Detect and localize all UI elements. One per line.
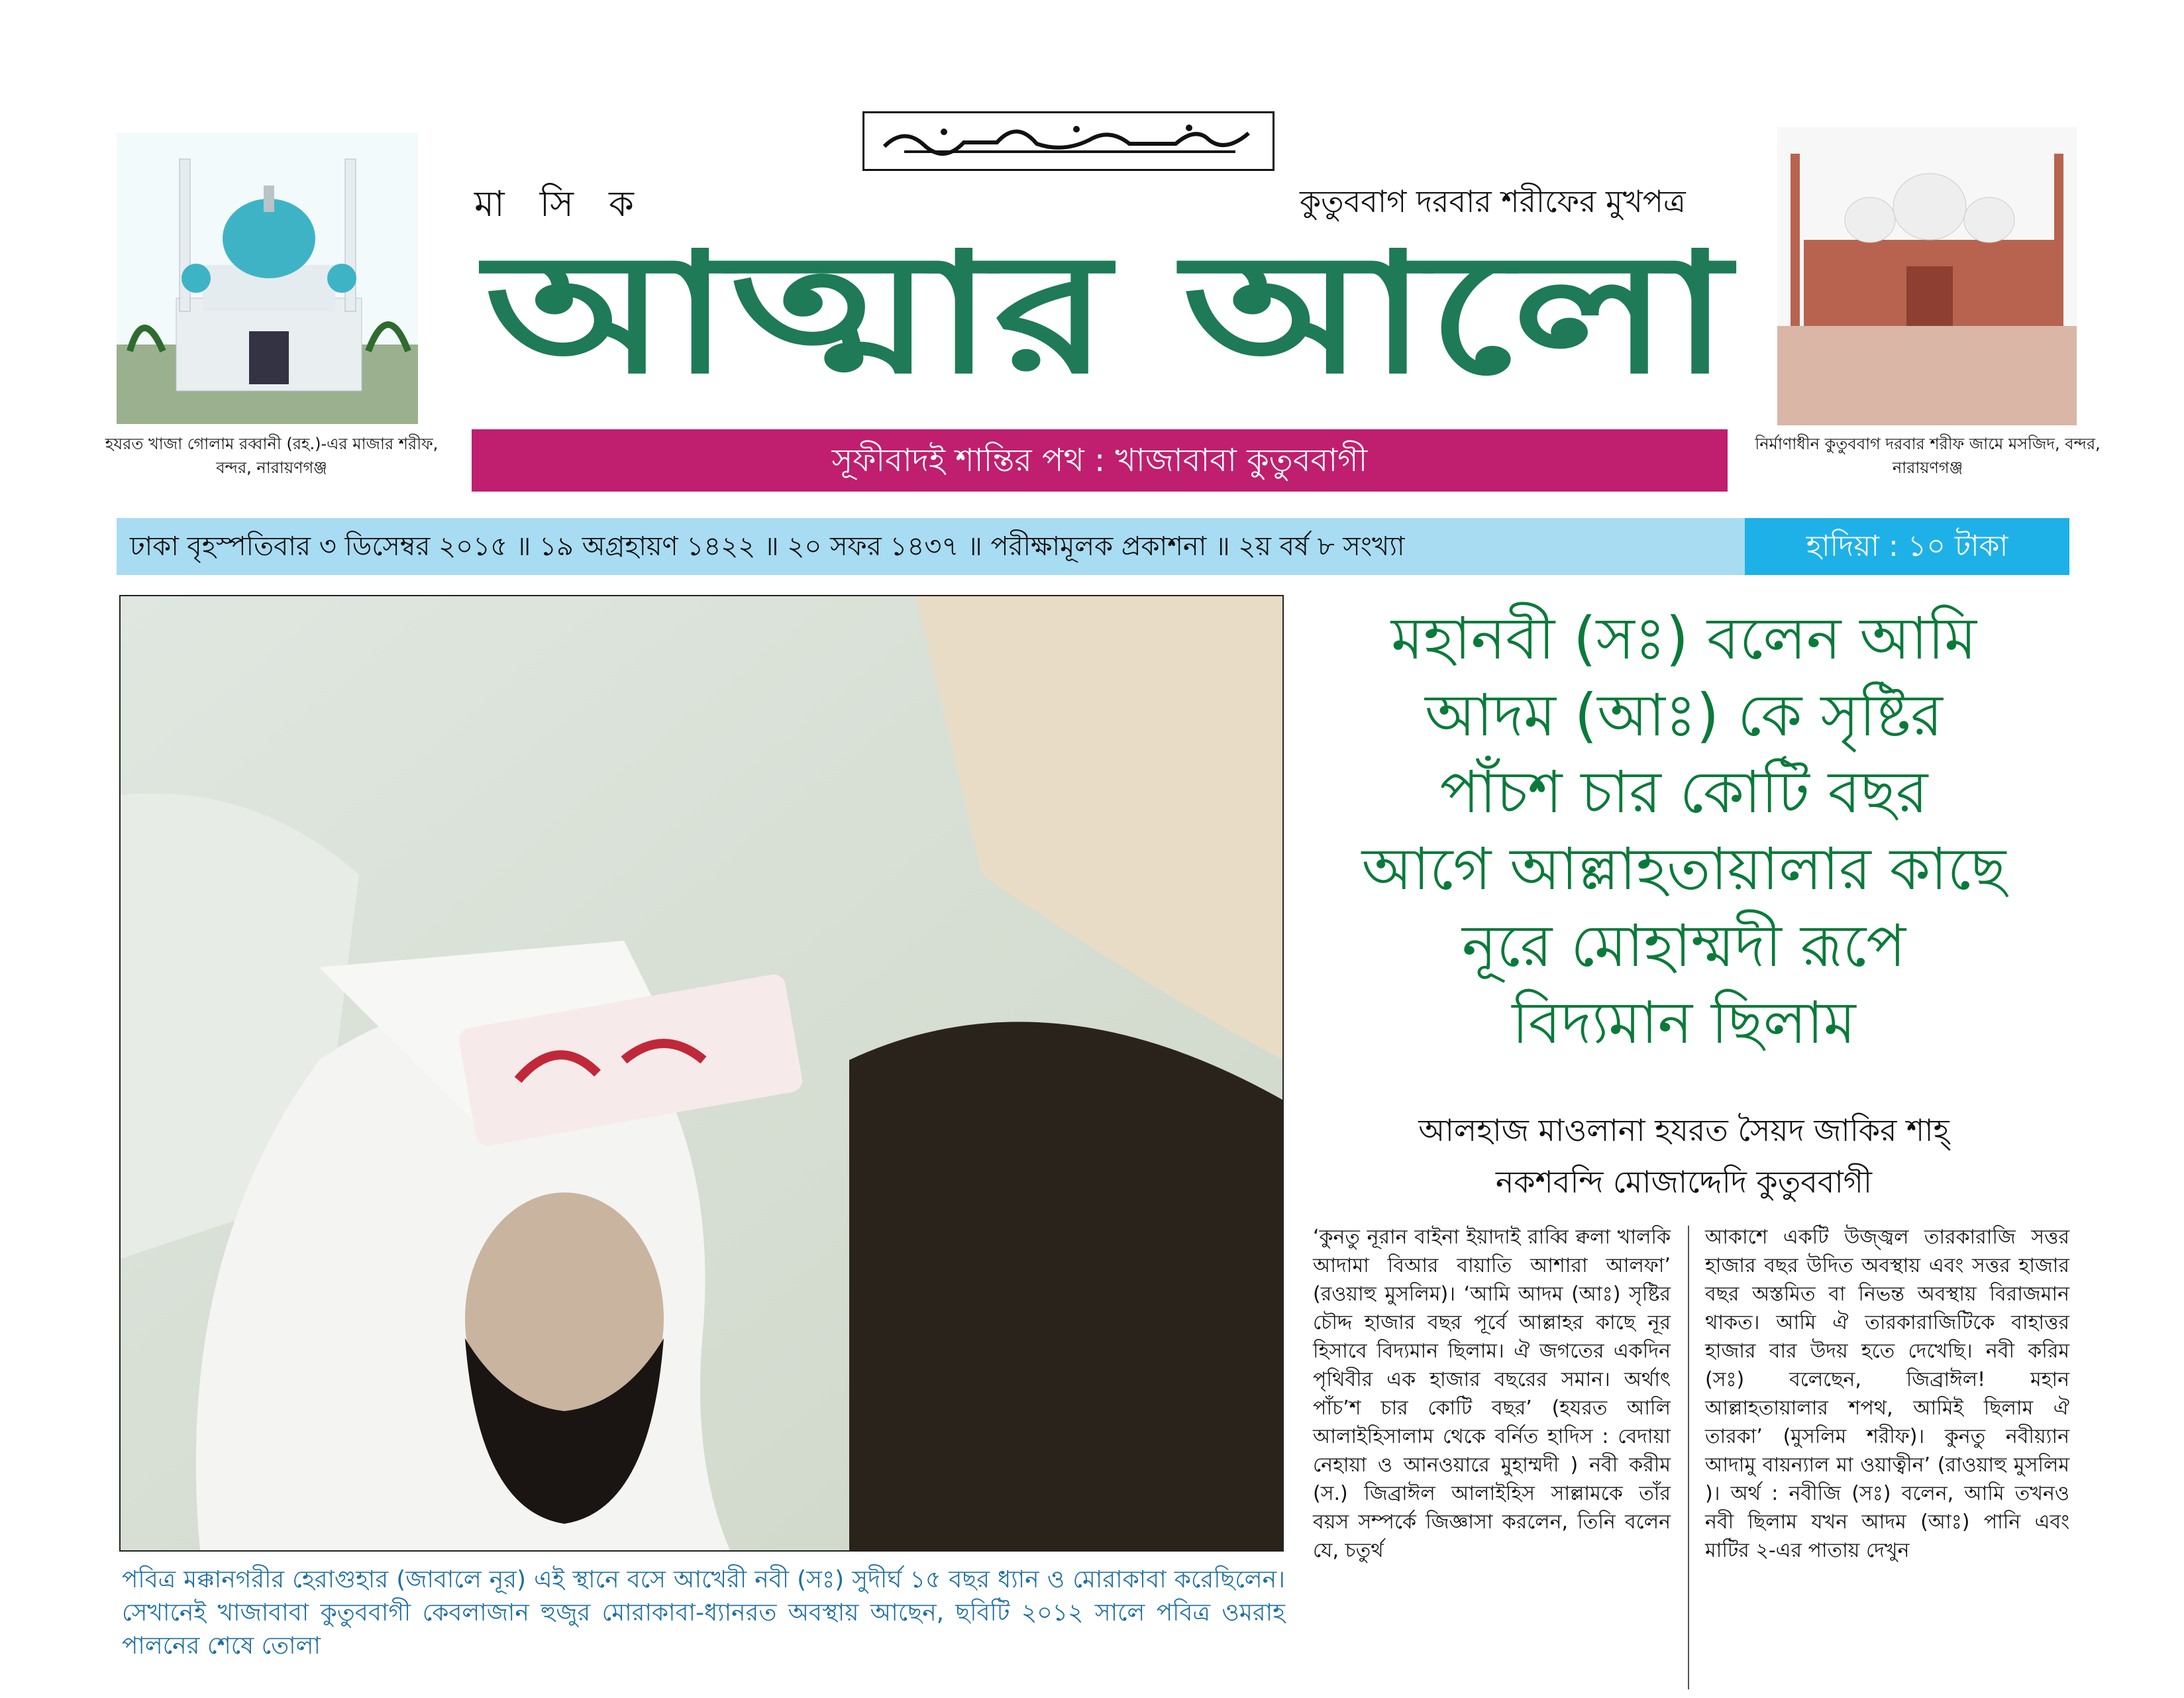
headline-line: পাঁচশ চার কোটি বছর <box>1439 758 1928 826</box>
tagline-bar: সূফীবাদই শান্তির পথ : খাজাবাবা কুতুববাগী <box>472 429 1728 492</box>
headline-line: বিদ্যমান ছিলাম <box>1512 988 1856 1057</box>
article-column-1: ‘কুনতু নূরান বাইনা ইয়াদাই রাব্বি ক্বলা খালকি আদামা বিআর বায়াতি আশারা আলফা’ (রওয়াহু মুসলিম)। ‘আমি আদম (আঃ) সৃষ্টির চৌদ্দ হাজার বছর পূর্বে আল্লাহর কাছে নূর হিসাবে বিদ্যমান ছিলাম। ঐ জগতের একদিন পৃথিবীর এক হাজার বছরের সমান। অর্থাৎ পাঁচ’শ চার কোটি বছর’ (হযরত আলি আলাইহিসালাম থেকে বর্নিত হাদিস : বেদায়া নেহায়া ও আনওয়ারে মুহাম্মদী ) নবী করীম (স.) জিব্রাঈল আলাইহিস সাল্লামকে তাঁর বয়স সম্পর্কে জিজ্ঞাসা করলেন, তিনি বলেন যে, চতুর্থ <box>1313 1226 1671 1562</box>
headline-line: আগে আল্লাহতায়ালার কাছে <box>1361 835 2006 903</box>
mosque-image <box>1777 127 2077 425</box>
headline-line: মহানবী (সঃ) বলেন আমি <box>1390 604 1977 672</box>
headline-line: আদম (আঃ) কে সৃষ্টির <box>1425 681 1943 749</box>
mouthpiece-label: কুতুববাগ দরবার শরীফের মুখপত্র <box>1300 184 1686 219</box>
left-image-caption: হযরত খাজা গোলাম রব্বানী (রহ.)-এর মাজার শরীফ, বন্দর, নারায়ণগঞ্জ <box>105 435 439 477</box>
right-image-caption: নির্মাণাধীন কুতুববাগ দরবার শরীফ জামে মসজিদ, বন্দর, নারায়ণগঞ্জ <box>1755 435 2101 477</box>
author-byline-line-2: নকশবন্দি মোজাদ্দেদি কুতুববাগী <box>1495 1164 1873 1200</box>
main-photo <box>119 595 1284 1552</box>
monthly-label: মা সি ক <box>474 183 646 225</box>
author-byline-line-1: আলহাজ মাওলানা হযরত সৈয়দ জাকির শাহ্ <box>1418 1112 1950 1148</box>
article-headline <box>1298 600 2069 1061</box>
bismillah-calligraphy-banner <box>862 111 1274 171</box>
masthead-title-text: আত্মার আলো <box>478 217 1737 410</box>
date-strip: ঢাকা বৃহস্পতিবার ৩ ডিসেম্বর ২০১৫ ॥ ১৯ অগ্রহায়ণ ১৪২২ ॥ ২০ সফর ১৪৩৭ ॥ পরীক্ষামূলক প্রকাশনা ॥ ২য় বর্ষ ৮ সংখ্যা <box>117 518 1745 575</box>
photo-caption: পবিত্র মক্কানগরীর হেরাগুহার (জাবালে নূর) এই স্থানে বসে আখেরী নবী (সঃ) সুদীর্ঘ ১৫ বছর ধ্যান ও মোরাকাবা করেছিলেন। সেখানেই খাজাবাবা কুতুববাগী কেবলাজান হুজুর মোরাকাবা-ধ্যানরত অবস্থায় আছেন, ছবিটি ২০১২ সালে পবিত্র ওমরাহ পালনের শেষে তোলা <box>122 1566 1285 1660</box>
article-column-2: আকাশে একটি উজ্জ্বল তারকারাজি সত্তর হাজার বছর উদিত অবস্থায় এবং সত্তর হাজার বছর অস্তমিত বা নিভন্ত অবস্থায় বিরাজমান থাকত। আমি ঐ তারকারাজিটিকে বাহাত্তর হাজার বার উদয় হতে দেখেছি। নবী করিম (সঃ) বলেছেন, জিব্রাঈল! মহান আল্লাহতায়ালার শপথ, আমিই ছিলাম ঐ তারকা’ (মুসলিম শরীফ)। কুনতু নবীয়্যান আদামু বায়ন্যাল মা ওয়াত্বীন’ (রাওয়াহু মুসলিম )। অর্থ : নবীজি (সঃ) বলেন, আমি তখনও নবী ছিলাম যখন আদম (আঃ) পানি এবং মাটির ২-এর পাতায় দেখুন <box>1705 1226 2069 1562</box>
masthead-title <box>472 217 1743 416</box>
headline-line: নূরে মোহাম্মদী রূপে <box>1462 912 1906 980</box>
mazar-shrine-image <box>117 133 418 424</box>
price-box: হাদিয়া : ১০ টাকা <box>1745 518 2069 575</box>
column-divider <box>1688 1226 1689 1689</box>
